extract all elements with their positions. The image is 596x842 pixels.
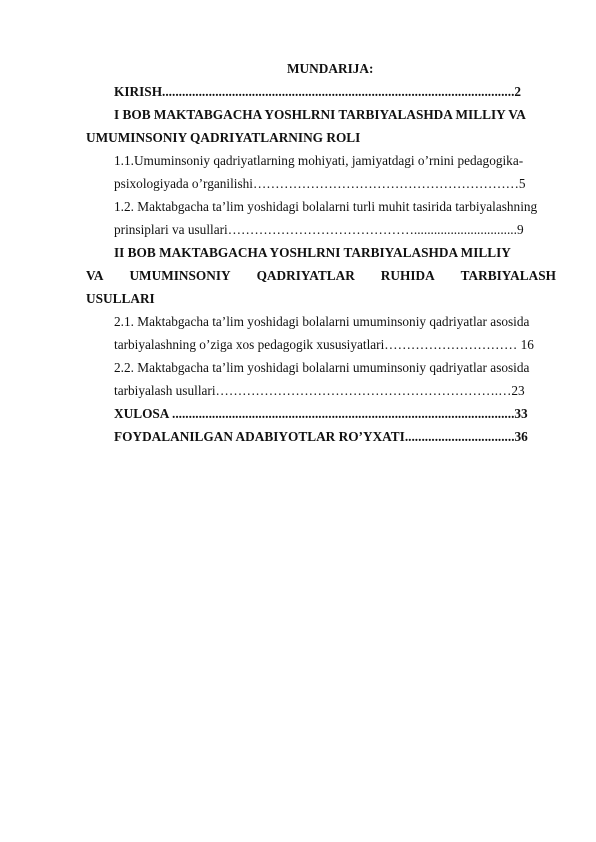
- toc-title: MUNDARIJA:: [287, 61, 374, 76]
- toc-chapter2-heading-justified[interactable]: [86, 269, 556, 282]
- chapter2-word-4: RUHIDA: [380, 268, 435, 283]
- chapter2-word-5: TARBIYALASH: [460, 268, 556, 283]
- chapter2-word-2: UMUMINSONIY: [129, 268, 231, 283]
- toc-section-2-2-cont[interactable]: tarbiyalash usullari……………………………………………………….…23: [114, 383, 525, 398]
- toc-section-1-2[interactable]: 1.2. Maktabgacha ta’lim yoshidagi bolalarni turli muhit tasirida tarbiyalashning: [114, 199, 538, 214]
- toc-chapter1-heading[interactable]: I BOB MAKTABGACHA YOSHLRNI TARBIYALASHDA MILLIY VA: [114, 107, 526, 122]
- toc-section-1-1[interactable]: 1.1.Umuminsoniy qadriyatlarning mohiyati, jamiyatdagi o’rnini pedagogika-: [114, 153, 524, 168]
- toc-section-2-2[interactable]: 2.2. Maktabgacha ta’lim yoshidagi bolalarni umuminsoniy qadriyatlar asosida: [114, 360, 530, 375]
- toc-entry-adabiyotlar[interactable]: FOYDALANILGAN ADABIYOTLAR RO’YXATI.................................36: [114, 429, 528, 444]
- toc-section-1-1-cont[interactable]: psixologiyada o’rganilishi……………………………………………………5: [114, 176, 526, 191]
- toc-chapter2-heading[interactable]: II BOB MAKTABGACHA YOSHLRNI TARBIYALASHDA MILLIY: [114, 245, 511, 260]
- toc-section-2-1[interactable]: 2.1. Maktabgacha ta’lim yoshidagi bolalarni umuminsoniy qadriyatlar asosida: [114, 314, 530, 329]
- toc-chapter2-heading-cont[interactable]: USULLARI: [86, 291, 155, 306]
- toc-entry-kirish[interactable]: KIRISH..........................................................................................................2: [114, 84, 522, 99]
- chapter2-word-3: QADRIYATLAR: [256, 268, 355, 283]
- toc-section-1-2-cont[interactable]: prinsiplari va usullari……………………………………...............................9: [114, 222, 524, 237]
- toc-chapter1-heading-cont[interactable]: UMUMINSONIY QADRIYATLARNING ROLI: [86, 130, 361, 145]
- toc-section-2-1-cont[interactable]: tarbiyalashning o’ziga xos pedagogik xususiyatlari………………………… 16: [114, 337, 534, 352]
- toc-entry-xulosa[interactable]: XULOSA .......................................................................................................33: [114, 406, 528, 421]
- chapter2-word-1: VA: [86, 268, 104, 283]
